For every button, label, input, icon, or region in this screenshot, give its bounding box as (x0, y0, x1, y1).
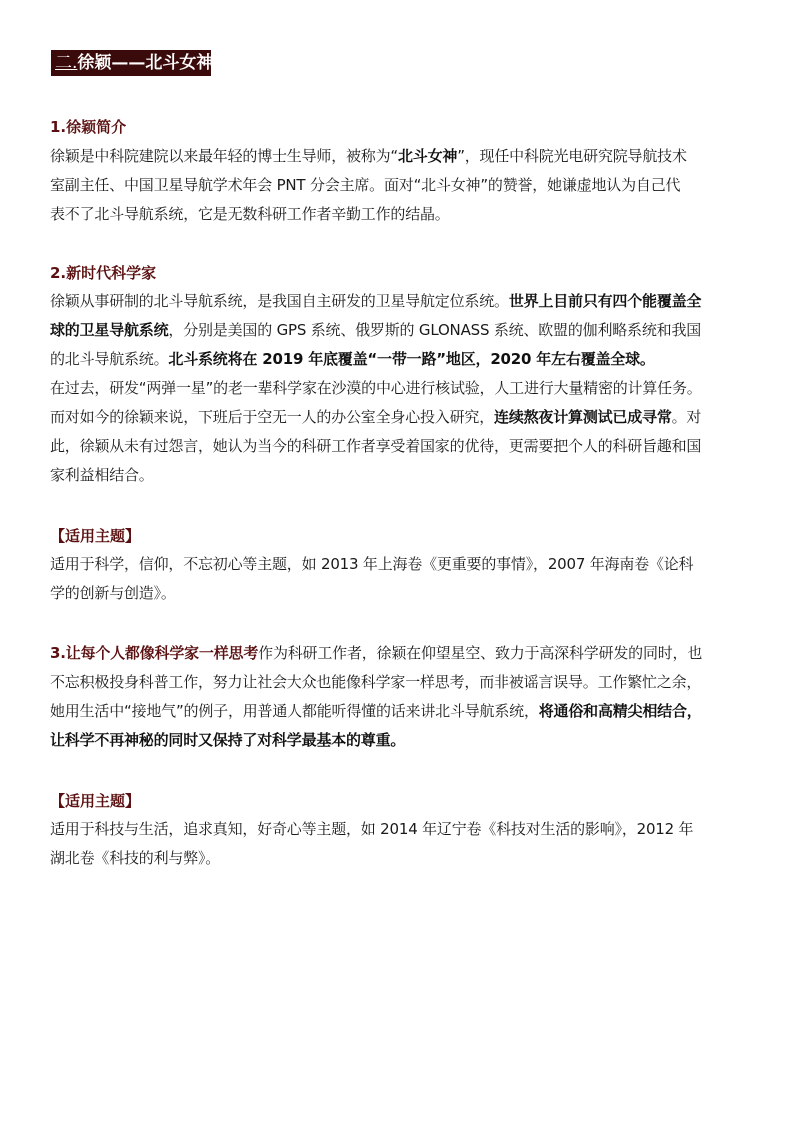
text-run: 。对 (671, 408, 702, 426)
paragraph-line (50, 316, 750, 345)
topic2-tag: 【适用主题】 (50, 792, 141, 810)
text-run: 室副主任、中国卫星导航学术年会 PNT 分会主席。面对“北斗女神”的赞誉，她谦虚地认为自己代 (50, 176, 681, 194)
paragraph-line (50, 432, 750, 461)
paragraph-line (50, 374, 750, 403)
text-run: 不忘积极投身科普工作，努力让社会大众也能像科学家一样思考，而非被谣言误导。工作繁忙之余， (50, 673, 702, 691)
paragraph-line (50, 200, 750, 229)
paragraph-line (50, 287, 750, 316)
text-run: 学的创新与创造》。 (50, 584, 176, 602)
topic1-paragraph (50, 550, 750, 608)
bold-run: 让科学不再神秘的同时又保持了对科学最基本的尊重。 (50, 731, 406, 749)
section3-heading: 3.让每个人都像科学家一样思考 (50, 644, 259, 662)
text-run: ”，现任中科院光电研究院导航技术 (457, 147, 687, 165)
section1-heading: 1.徐颖简介 (50, 118, 127, 136)
bold-run: 连续熬夜计算测试已成寻常 (494, 408, 672, 426)
text-run: 而对如今的徐颖来说，下班后于空无一人的办公室全身心投入研究， (50, 408, 495, 426)
text-run: 适用于科学，信仰，不忘初心等主题，如 2013 年上海卷《更重要的事情》，2007 年海南卷《论科 (50, 555, 694, 573)
bold-run: 世界上目前只有四个能覆盖全 (508, 292, 702, 310)
paragraph-line (50, 550, 750, 579)
text-run: 家利益相结合。 (50, 466, 154, 484)
section3-paragraph (50, 639, 750, 755)
paragraph-line (50, 579, 750, 608)
text-run: 作为科研工作者，徐颖在仰望星空、致力于高深科学研发的同时，也 (258, 644, 703, 662)
paragraph-line (50, 697, 750, 726)
paragraph-line (50, 403, 750, 432)
section-title-bar (51, 50, 214, 76)
topic1-tag: 【适用主题】 (50, 527, 141, 545)
section2-paragraph (50, 287, 750, 490)
paragraph-line (50, 639, 750, 668)
section1-paragraph (50, 142, 750, 229)
paragraph-line (50, 726, 750, 755)
text-run: ，分别是美国的 GPS 系统、俄罗斯的 GLONASS 系统、欧盟的伽利略系统和我国 (168, 321, 702, 339)
paragraph-line (50, 815, 750, 844)
bold-run: 球的卫星导航系统 (50, 321, 169, 339)
text-run: 徐颖是中科院建院以来最年轻的博士生导师，被称为“ (50, 147, 398, 165)
text-run: 表不了北斗导航系统，它是无数科研工作者辛勤工作的结晶。 (50, 205, 450, 223)
title-numeral: 二. (55, 53, 78, 73)
topic2-paragraph (50, 815, 750, 873)
bold-run: 北斗女神 (397, 147, 458, 165)
text-run: 在过去，研发“两弹一星”的老一辈科学家在沙漠的中心进行核试验，人工进行大量精密的计算任务。 (50, 379, 702, 397)
bold-run: 北斗系统将在 2019 年底覆盖“一带一路”地区，2020 年左右覆盖全球。 (168, 350, 655, 368)
text-run: 适用于科技与生活，追求真知，好奇心等主题，如 2014 年辽宁卷《科技对生活的影响》，2012 年 (50, 820, 694, 838)
text-run: 她用生活中“接地气”的例子，用普通人都能听得懂的话来讲北斗导航系统， (50, 702, 539, 720)
paragraph-line (50, 345, 750, 374)
bold-run: 将通俗和高精尖相结合， (538, 702, 702, 720)
text-run: 湖北卷《科技的利与弊》。 (50, 849, 221, 867)
paragraph-line (50, 844, 750, 873)
text-run: 徐颖从事研制的北斗导航系统，是我国自主研发的卫星导航定位系统。 (50, 292, 509, 310)
paragraph-line (50, 461, 750, 490)
paragraph-line (50, 668, 750, 697)
title-text: 徐颖——北斗女神 (77, 53, 214, 73)
section2-heading: 2.新时代科学家 (50, 264, 157, 282)
paragraph-line (50, 171, 750, 200)
paragraph-line (50, 142, 750, 171)
text-run: 此，徐颖从未有过怨言，她认为当今的科研工作者享受着国家的优待，更需要把个人的科研旨趣和国 (50, 437, 702, 455)
text-run: 的北斗导航系统。 (50, 350, 169, 368)
